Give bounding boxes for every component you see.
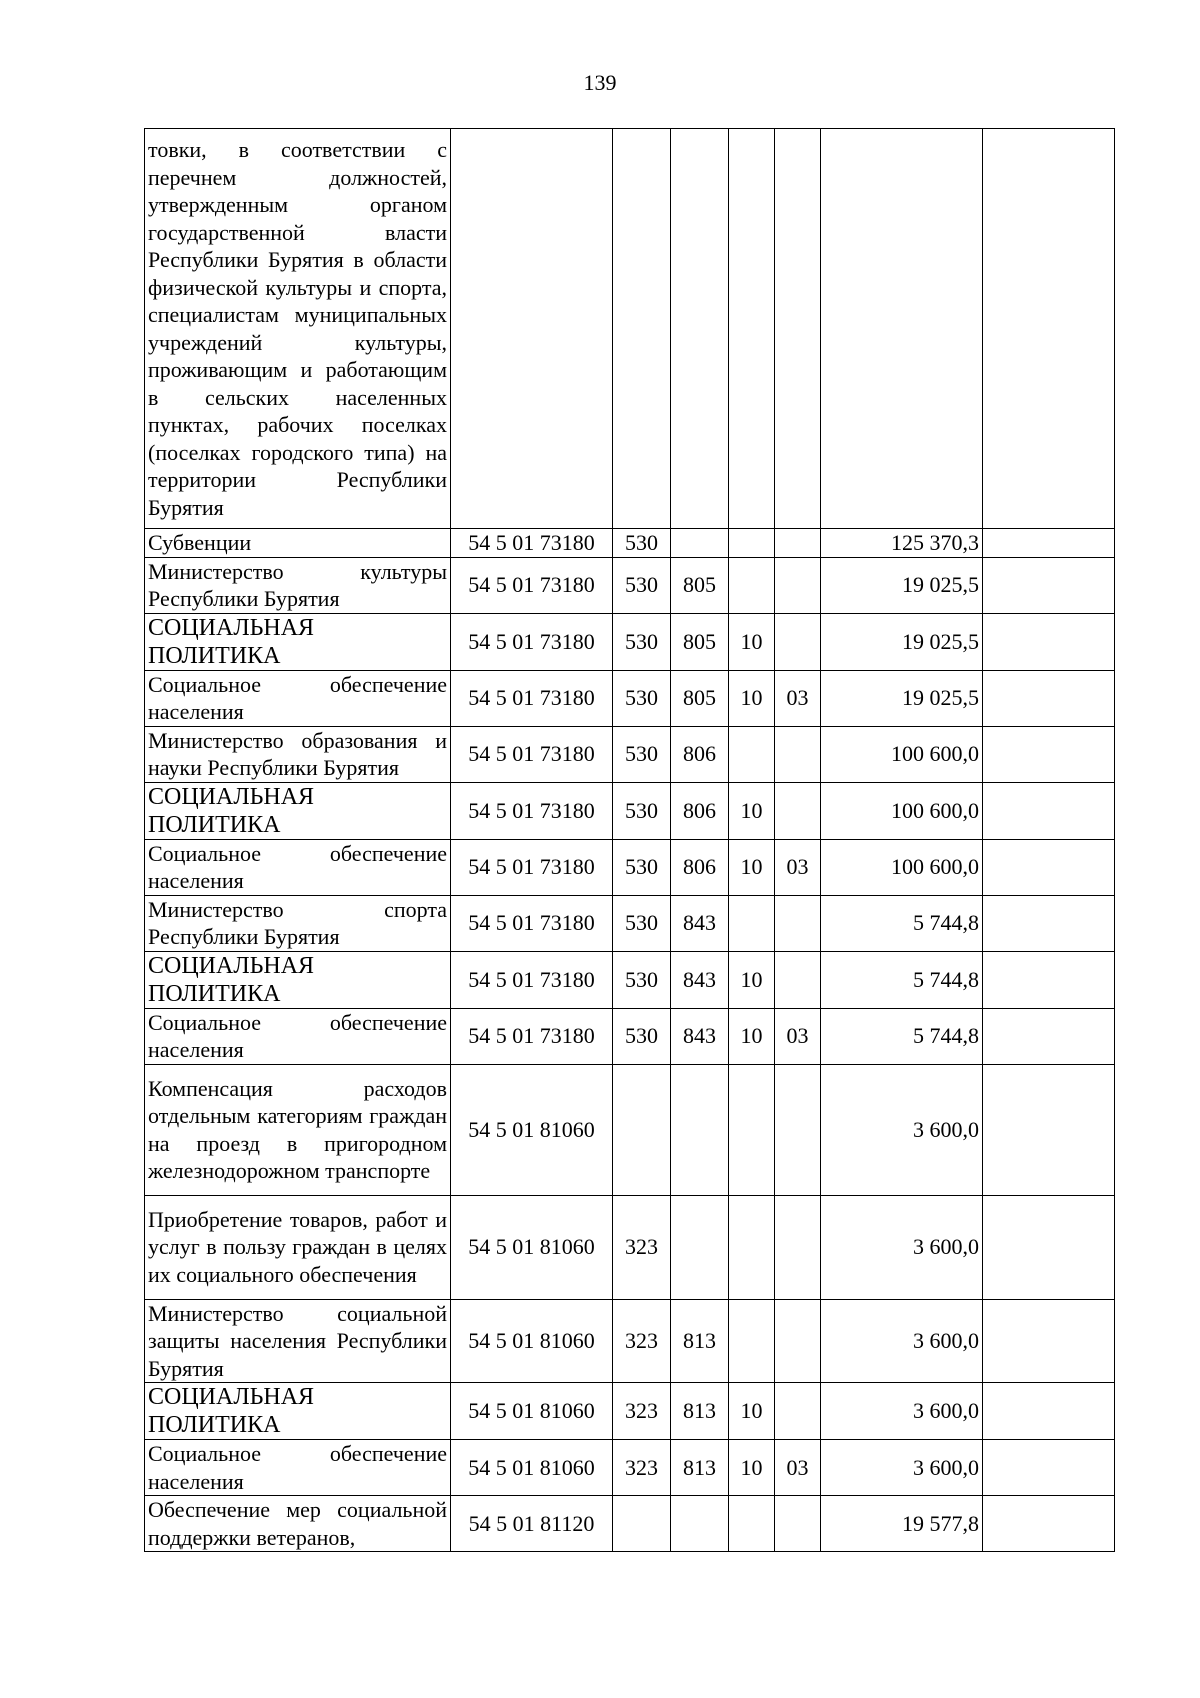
empty-cell xyxy=(983,129,1115,529)
section-cell xyxy=(729,1299,775,1383)
row-name-cell: СОЦИАЛЬНАЯ ПОЛИТИКА xyxy=(145,782,451,839)
expense-type-cell: 530 xyxy=(613,1008,671,1064)
row-name-cell: СОЦИАЛЬНАЯ ПОЛИТИКА xyxy=(145,1383,451,1440)
ministry-code-cell: 813 xyxy=(671,1440,729,1496)
amount-cell: 100 600,0 xyxy=(821,726,983,782)
expense-type-cell: 530 xyxy=(613,951,671,1008)
subsection-cell xyxy=(775,613,821,670)
expense-type-cell: 530 xyxy=(613,613,671,670)
ministry-code-cell: 843 xyxy=(671,951,729,1008)
subsection-cell: 03 xyxy=(775,839,821,895)
subsection-cell xyxy=(775,1195,821,1299)
amount-cell: 5 744,8 xyxy=(821,895,983,951)
section-cell xyxy=(729,895,775,951)
row-name-cell: Социальное обеспечение населения xyxy=(145,670,451,726)
section-cell xyxy=(729,1195,775,1299)
ministry-code-cell: 813 xyxy=(671,1383,729,1440)
empty-cell xyxy=(983,839,1115,895)
expense-type-cell: 530 xyxy=(613,782,671,839)
empty-cell xyxy=(983,670,1115,726)
target-article-cell: 54 5 01 73180 xyxy=(451,1008,613,1064)
empty-cell xyxy=(983,782,1115,839)
ministry-code-cell: 805 xyxy=(671,557,729,613)
amount-cell: 19 577,8 xyxy=(821,1496,983,1552)
row-name-cell: Министерство социальной защиты населения Республики Бурятия xyxy=(145,1299,451,1383)
target-article-cell: 54 5 01 81060 xyxy=(451,1383,613,1440)
row-name-cell: товки, в соответствии с перечнем должностей, утвержденным органом государственной власти Республики Бурятия в области физической культуры и спорта, специалистам муниципальных учреждений культуры, проживающим и работающим в сельских населенных пунктах, рабочих поселках (поселках городского типа) на территории Республики Бурятия xyxy=(145,129,451,529)
table-row xyxy=(145,529,1115,558)
ministry-code-cell xyxy=(671,1064,729,1195)
ministry-code-cell xyxy=(671,129,729,529)
table-row xyxy=(145,1299,1115,1383)
table-row xyxy=(145,670,1115,726)
amount-cell: 125 370,3 xyxy=(821,529,983,558)
row-name-cell: Обеспечение мер социальной поддержки ветеранов, xyxy=(145,1496,451,1552)
section-cell: 10 xyxy=(729,1440,775,1496)
amount-cell xyxy=(821,129,983,529)
subsection-cell xyxy=(775,1383,821,1440)
expense-type-cell xyxy=(613,129,671,529)
expense-type-cell: 323 xyxy=(613,1440,671,1496)
target-article-cell: 54 5 01 73180 xyxy=(451,529,613,558)
target-article-cell: 54 5 01 73180 xyxy=(451,951,613,1008)
section-cell: 10 xyxy=(729,1383,775,1440)
subsection-cell xyxy=(775,529,821,558)
empty-cell xyxy=(983,1195,1115,1299)
section-cell xyxy=(729,726,775,782)
amount-cell: 3 600,0 xyxy=(821,1440,983,1496)
row-name-cell: Приобретение товаров, работ и услуг в пользу граждан в целях их социального обеспечения xyxy=(145,1195,451,1299)
target-article-cell: 54 5 01 81060 xyxy=(451,1195,613,1299)
empty-cell xyxy=(983,557,1115,613)
ministry-code-cell: 805 xyxy=(671,613,729,670)
target-article-cell: 54 5 01 73180 xyxy=(451,670,613,726)
ministry-code-cell: 843 xyxy=(671,1008,729,1064)
expense-type-cell: 323 xyxy=(613,1383,671,1440)
row-name-cell: Социальное обеспечение населения xyxy=(145,1008,451,1064)
ministry-code-cell: 806 xyxy=(671,726,729,782)
table-row xyxy=(145,129,1115,529)
subsection-cell xyxy=(775,951,821,1008)
table-body xyxy=(145,129,1115,1552)
target-article-cell: 54 5 01 81060 xyxy=(451,1299,613,1383)
expense-type-cell: 530 xyxy=(613,670,671,726)
target-article-cell: 54 5 01 73180 xyxy=(451,557,613,613)
empty-cell xyxy=(983,529,1115,558)
subsection-cell xyxy=(775,557,821,613)
section-cell: 10 xyxy=(729,613,775,670)
subsection-cell xyxy=(775,129,821,529)
expense-type-cell xyxy=(613,1064,671,1195)
empty-cell xyxy=(983,726,1115,782)
subsection-cell xyxy=(775,1496,821,1552)
empty-cell xyxy=(983,1008,1115,1064)
amount-cell: 5 744,8 xyxy=(821,951,983,1008)
section-cell: 10 xyxy=(729,1008,775,1064)
ministry-code-cell xyxy=(671,529,729,558)
table-row xyxy=(145,1383,1115,1440)
empty-cell xyxy=(983,951,1115,1008)
subsection-cell: 03 xyxy=(775,670,821,726)
target-article-cell: 54 5 01 81060 xyxy=(451,1440,613,1496)
expense-type-cell: 530 xyxy=(613,557,671,613)
subsection-cell: 03 xyxy=(775,1008,821,1064)
table-row xyxy=(145,839,1115,895)
amount-cell: 19 025,5 xyxy=(821,557,983,613)
amount-cell: 3 600,0 xyxy=(821,1299,983,1383)
table-row xyxy=(145,726,1115,782)
subsection-cell xyxy=(775,726,821,782)
section-cell: 10 xyxy=(729,782,775,839)
table-row xyxy=(145,782,1115,839)
amount-cell: 19 025,5 xyxy=(821,613,983,670)
row-name-cell: Субвенции xyxy=(145,529,451,558)
table-row xyxy=(145,895,1115,951)
table-row xyxy=(145,1008,1115,1064)
empty-cell xyxy=(983,1299,1115,1383)
amount-cell: 3 600,0 xyxy=(821,1195,983,1299)
expense-type-cell: 530 xyxy=(613,529,671,558)
empty-cell xyxy=(983,1383,1115,1440)
row-name-cell: Социальное обеспечение населения xyxy=(145,839,451,895)
ministry-code-cell: 806 xyxy=(671,839,729,895)
empty-cell xyxy=(983,895,1115,951)
target-article-cell: 54 5 01 73180 xyxy=(451,782,613,839)
table-row xyxy=(145,1195,1115,1299)
amount-cell: 3 600,0 xyxy=(821,1383,983,1440)
ministry-code-cell: 805 xyxy=(671,670,729,726)
expense-type-cell: 530 xyxy=(613,726,671,782)
amount-cell: 100 600,0 xyxy=(821,782,983,839)
row-name-cell: СОЦИАЛЬНАЯ ПОЛИТИКА xyxy=(145,951,451,1008)
expense-type-cell: 530 xyxy=(613,895,671,951)
ministry-code-cell xyxy=(671,1195,729,1299)
section-cell xyxy=(729,1064,775,1195)
ministry-code-cell: 806 xyxy=(671,782,729,839)
subsection-cell xyxy=(775,895,821,951)
ministry-code-cell: 843 xyxy=(671,895,729,951)
target-article-cell: 54 5 01 73180 xyxy=(451,613,613,670)
row-name-cell: Министерство культуры Республики Бурятия xyxy=(145,557,451,613)
subsection-cell xyxy=(775,1299,821,1383)
page-number: 139 xyxy=(583,70,617,95)
row-name-cell: Министерство образования и науки Республики Бурятия xyxy=(145,726,451,782)
target-article-cell: 54 5 01 81060 xyxy=(451,1064,613,1195)
section-cell: 10 xyxy=(729,670,775,726)
ministry-code-cell xyxy=(671,1496,729,1552)
expense-type-cell: 323 xyxy=(613,1299,671,1383)
empty-cell xyxy=(983,1064,1115,1195)
amount-cell: 3 600,0 xyxy=(821,1064,983,1195)
ministry-code-cell: 813 xyxy=(671,1299,729,1383)
expense-type-cell xyxy=(613,1496,671,1552)
subsection-cell: 03 xyxy=(775,1440,821,1496)
budget-table xyxy=(144,128,1115,1552)
section-cell xyxy=(729,1496,775,1552)
subsection-cell xyxy=(775,1064,821,1195)
target-article-cell: 54 5 01 73180 xyxy=(451,839,613,895)
empty-cell xyxy=(983,613,1115,670)
row-name-cell: Министерство спорта Республики Бурятия xyxy=(145,895,451,951)
expense-type-cell: 530 xyxy=(613,839,671,895)
amount-cell: 100 600,0 xyxy=(821,839,983,895)
subsection-cell xyxy=(775,782,821,839)
target-article-cell: 54 5 01 73180 xyxy=(451,895,613,951)
target-article-cell: 54 5 01 81120 xyxy=(451,1496,613,1552)
empty-cell xyxy=(983,1496,1115,1552)
section-cell xyxy=(729,529,775,558)
table-row xyxy=(145,1496,1115,1552)
section-cell xyxy=(729,129,775,529)
table-row xyxy=(145,613,1115,670)
section-cell xyxy=(729,557,775,613)
row-name-cell: Социальное обеспечение населения xyxy=(145,1440,451,1496)
table-row xyxy=(145,951,1115,1008)
target-article-cell: 54 5 01 73180 xyxy=(451,726,613,782)
empty-cell xyxy=(983,1440,1115,1496)
table-row xyxy=(145,557,1115,613)
expense-type-cell: 323 xyxy=(613,1195,671,1299)
section-cell: 10 xyxy=(729,839,775,895)
section-cell: 10 xyxy=(729,951,775,1008)
table-row xyxy=(145,1064,1115,1195)
row-name-cell: Компенсация расходов отдельным категориям граждан на проезд в пригородном железнодорожном транспорте xyxy=(145,1064,451,1195)
row-name-cell: СОЦИАЛЬНАЯ ПОЛИТИКА xyxy=(145,613,451,670)
target-article-cell xyxy=(451,129,613,529)
amount-cell: 19 025,5 xyxy=(821,670,983,726)
amount-cell: 5 744,8 xyxy=(821,1008,983,1064)
table-row xyxy=(145,1440,1115,1496)
